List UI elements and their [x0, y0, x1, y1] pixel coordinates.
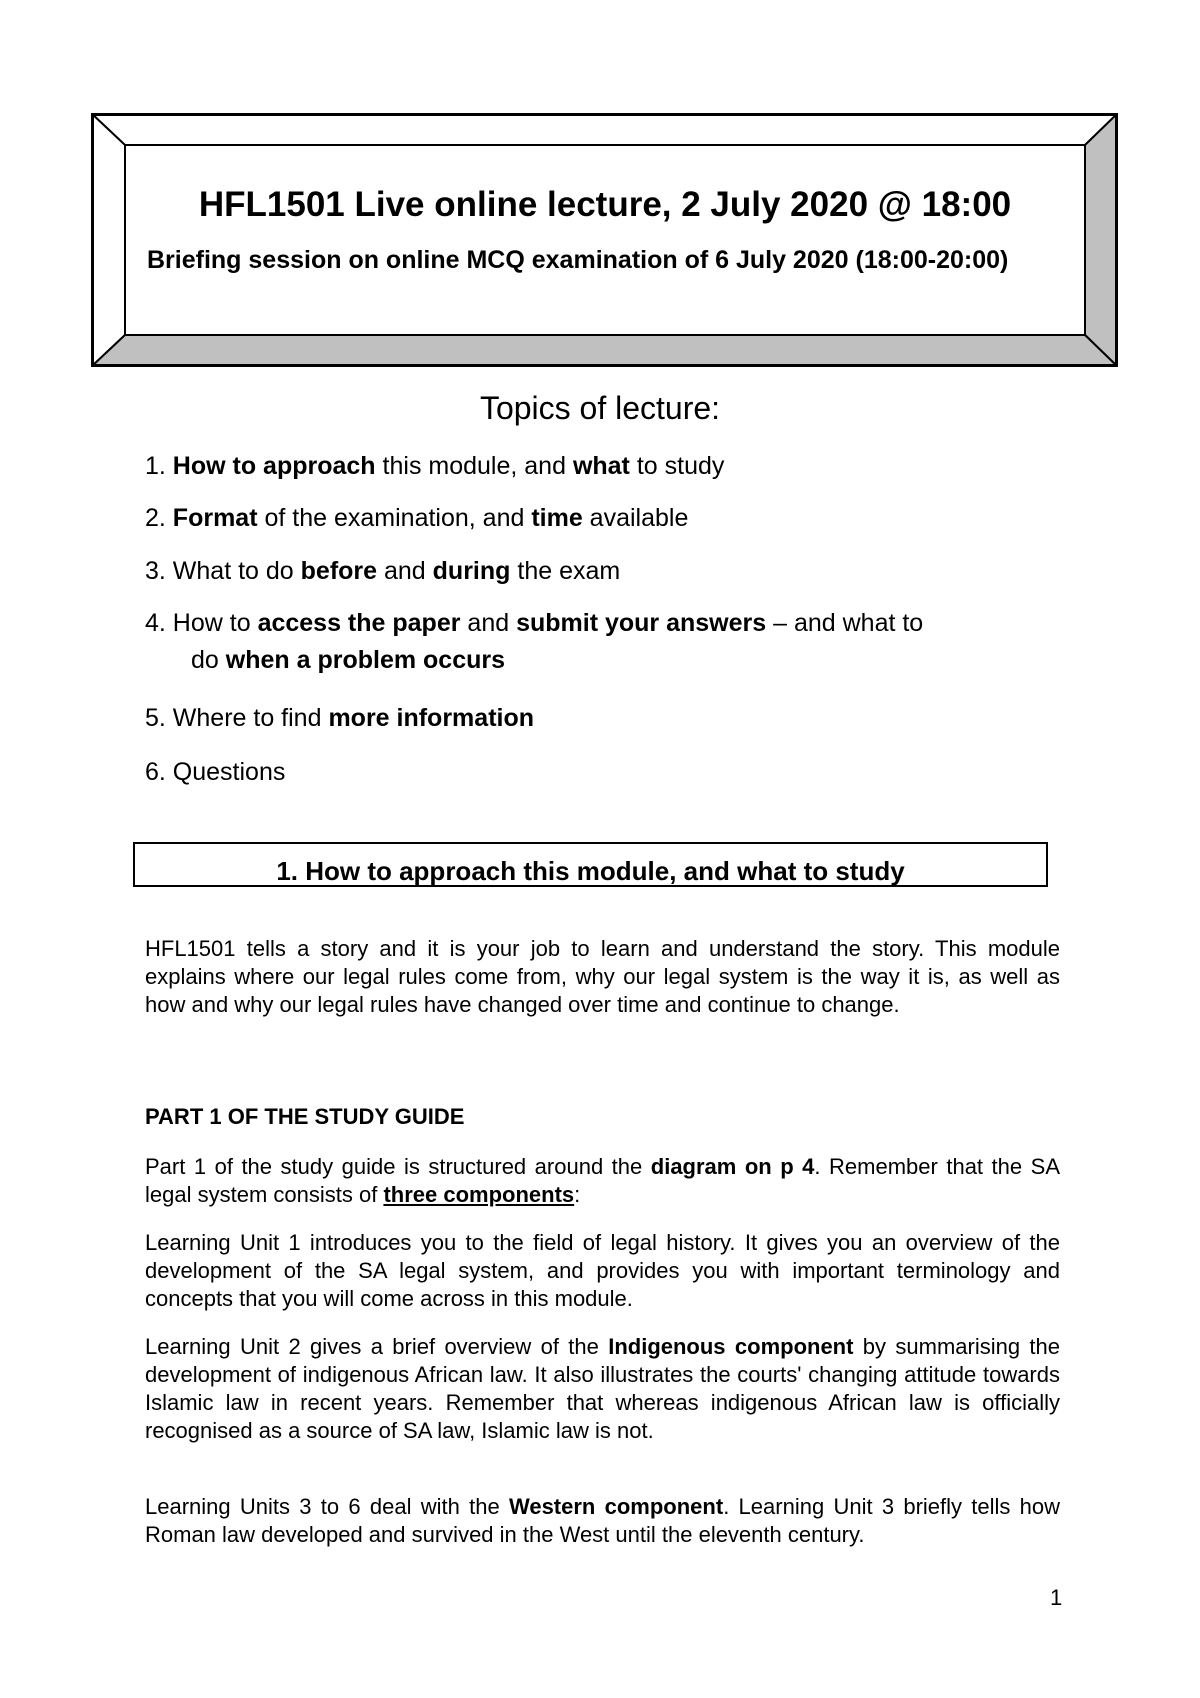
- topic-text-run: when a problem occurs: [225, 646, 506, 674]
- topic-text-run: the exam: [510, 557, 621, 585]
- topic-text: [145, 758, 285, 786]
- topic-item-5: [145, 700, 1075, 736]
- topic-text-run: this module, and: [375, 452, 573, 480]
- topic-text-run: 5. Where to find: [145, 704, 329, 732]
- paragraph-text-run: three components: [383, 1182, 575, 1207]
- topic-item-3: [145, 553, 1075, 589]
- paragraph-text-run: Western component: [508, 1494, 724, 1519]
- intro-paragraph: HFL1501 tells a story and it is your job to learn and understand the story. This module explains where our legal rules come from, why our legal system is the way it is, as well as how and why our legal rules have changed over time and continue to change.: [145, 936, 1060, 1017]
- topic-text-run: 3. What to do: [145, 557, 301, 585]
- topic-text-run: and: [460, 609, 517, 637]
- title-frame-content: [125, 145, 1085, 335]
- topic-text-run: to study: [629, 452, 725, 480]
- topic-item-4: [145, 605, 1075, 641]
- topic-text-run: 6. Questions: [145, 758, 286, 786]
- topic-text: [145, 452, 724, 480]
- topic-text-run: 2.: [145, 504, 173, 532]
- paragraph-text-run: Learning Units 3 to 6 deal with the: [145, 1494, 509, 1519]
- topic-text-run: access the paper: [257, 609, 461, 637]
- topic-text-run: more information: [328, 704, 535, 732]
- topic-text: [145, 504, 688, 532]
- topic-text-run: Format: [172, 504, 258, 532]
- paragraph-text-run: Learning Unit 2 gives a brief overview of the: [145, 1334, 609, 1359]
- topic-text-run: before: [300, 557, 378, 585]
- paragraph-3: [145, 1333, 1060, 1445]
- title-frame: [91, 113, 1118, 367]
- page-subtitle: Briefing session on online MCQ examination of 6 July 2020 (18:00-20:00): [147, 246, 1009, 274]
- topic-item-1: [145, 448, 1075, 484]
- topic-text-run: How to approach: [172, 452, 376, 480]
- page-number: 1: [1050, 1585, 1063, 1610]
- topic-text-run: submit your answers: [516, 609, 767, 637]
- topic-text-run: available: [582, 504, 689, 532]
- topic-item-4-continued: [145, 642, 1075, 678]
- paragraph-4: [145, 1493, 1060, 1549]
- paragraph-text-run: Part 1 of the study guide is structured around the: [145, 1154, 651, 1179]
- topic-text-run: what: [572, 452, 630, 480]
- page-title: HFL1501 Live online lecture, 2 July 2020 @ 18:00: [198, 185, 1012, 224]
- topic-text-run: – and what to: [766, 609, 924, 637]
- topic-text: [145, 557, 620, 585]
- topic-text-run: during: [432, 557, 511, 585]
- topic-item-6: [145, 754, 1075, 790]
- paragraph-text-run: :: [574, 1182, 581, 1207]
- paragraph-text-run: . Learning Unit 3 briefly tells how Roman law developed and survived in the West until the eleventh century.: [145, 1494, 1060, 1547]
- topic-text-run: of the examination, and: [257, 504, 532, 532]
- topic-text: [145, 609, 923, 637]
- paragraph-text-run: by summarising the development of indigenous African law. It also illustrates the courts' changing attitude towards Islamic law in recent years. Remember that whereas indigenous African law is officially recognised as a source of SA law, Islamic law is not.: [145, 1334, 1060, 1443]
- topic-text-run: time: [531, 504, 583, 532]
- topic-text-run: do: [191, 646, 226, 674]
- paragraph-text-run: diagram on p 4: [650, 1154, 815, 1179]
- topic-item-2: [145, 500, 1075, 536]
- topic-text: [145, 642, 1075, 678]
- topic-text-run: 1.: [145, 452, 173, 480]
- paragraph-1: [145, 1153, 1060, 1209]
- paragraph-text-run: . Remember that the SA legal system consists of: [145, 1154, 1060, 1207]
- topics-heading: Topics of lecture:: [479, 390, 721, 426]
- part-heading: PART 1 OF THE STUDY GUIDE: [145, 1104, 465, 1129]
- section-heading-box: [133, 842, 1048, 887]
- topic-text: [145, 704, 534, 732]
- paragraph-2: [145, 1229, 1060, 1313]
- paragraph-text-run: Learning Unit 1 introduces you to the field of legal history. It gives you an overview of the development of the SA legal system, and provides you with important terminology and concepts that you will come across in this module.: [145, 1230, 1060, 1311]
- section-heading: 1. How to approach this module, and what to study: [276, 856, 905, 886]
- topic-text-run: 4. How to: [145, 609, 258, 637]
- topic-text-run: and: [377, 557, 433, 585]
- paragraph-text-run: Indigenous component: [608, 1334, 854, 1359]
